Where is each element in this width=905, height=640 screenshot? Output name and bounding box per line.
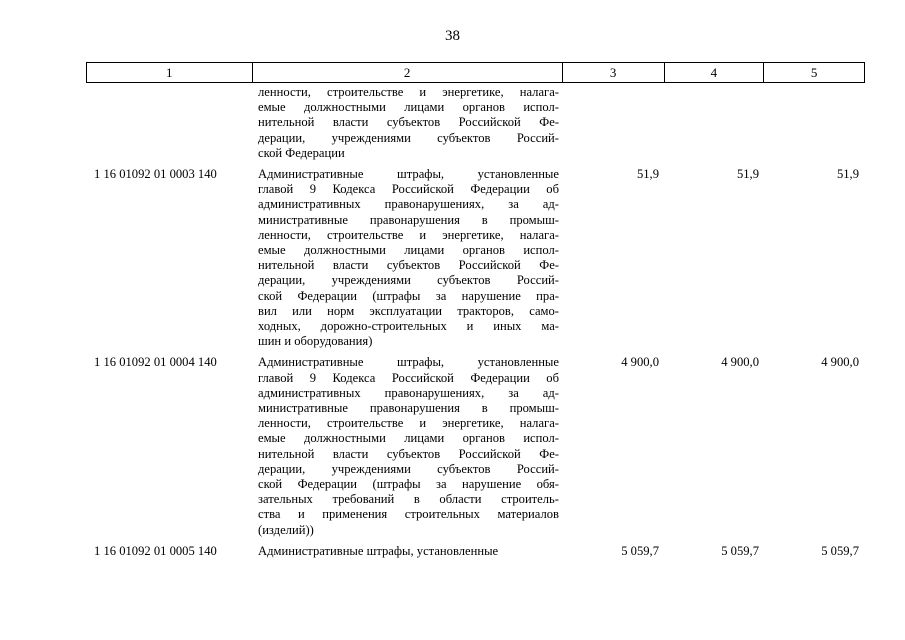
budget-code: 1 16 01092 01 0003 140 bbox=[94, 167, 217, 182]
amount-col-4: 4 900,0 bbox=[721, 355, 759, 370]
description-line: административных правонарушениях, за ад- bbox=[258, 197, 559, 212]
description bbox=[252, 544, 563, 559]
description-line: Административные штрафы, установленные bbox=[258, 543, 499, 558]
table-body bbox=[86, 85, 865, 559]
description-line: нительной власти субъектов Российской Фе- bbox=[258, 115, 559, 130]
description bbox=[252, 85, 563, 161]
budget-code bbox=[86, 85, 252, 161]
table-header bbox=[86, 62, 865, 83]
description-line: ленности, строительстве и энергетике, налага- bbox=[258, 85, 559, 99]
budget-code: 1 16 01092 01 0005 140 bbox=[94, 543, 217, 558]
description-line: шин и оборудования) bbox=[258, 334, 373, 349]
table-row bbox=[86, 355, 865, 537]
description-line: ходных, дорожно-строительных и иных ма- bbox=[258, 319, 559, 334]
header-col-4: 4 bbox=[665, 63, 765, 82]
amount-col-3 bbox=[563, 85, 665, 161]
description-line: емые должностными лицами органов испол- bbox=[258, 100, 559, 115]
description-line: дерации, учреждениями субъектов Россий- bbox=[258, 130, 559, 145]
amount-col-5: 51,9 bbox=[836, 167, 859, 182]
amount-col-3: 5 059,7 bbox=[621, 543, 659, 558]
description-line: нительной власти субъектов Российской Фе- bbox=[258, 258, 559, 273]
description bbox=[252, 355, 563, 537]
description-line: Административные штрафы, установленные bbox=[258, 167, 559, 182]
description-line: емые должностными лицами органов испол- bbox=[258, 431, 559, 446]
amount-col-4: 5 059,7 bbox=[721, 543, 759, 558]
amount-col-5: 4 900,0 bbox=[821, 355, 859, 370]
description-line: дерации, учреждениями субъектов Россий- bbox=[258, 273, 559, 288]
description-line: министративные правонарушения в промыш- bbox=[258, 401, 559, 416]
amount-col-4: 51,9 bbox=[736, 167, 759, 182]
description-line: ства и применения строительных материалов bbox=[258, 507, 559, 522]
header-col-2: 2 bbox=[253, 63, 563, 82]
header-col-5: 5 bbox=[810, 64, 818, 80]
amount-col-4 bbox=[665, 85, 765, 161]
table-row bbox=[86, 544, 865, 559]
table-row bbox=[86, 167, 865, 349]
header-col-3: 3 bbox=[563, 63, 665, 82]
amount-col-5: 5 059,7 bbox=[821, 543, 859, 558]
description bbox=[252, 167, 563, 349]
description-line: (изделий)) bbox=[258, 522, 314, 537]
description-line: ленности, строительстве и энергетике, налага- bbox=[258, 416, 559, 431]
description-line: министративные правонарушения в промыш- bbox=[258, 212, 559, 227]
amount-col-5 bbox=[765, 85, 865, 161]
description-line: ской Федерации (штрафы за нарушение пра- bbox=[258, 288, 559, 303]
table-row bbox=[86, 85, 865, 161]
description-line: административных правонарушениях, за ад- bbox=[258, 385, 559, 400]
description-line: Административные штрафы, установленные bbox=[258, 355, 559, 370]
description-line: зательных требований в области строитель- bbox=[258, 492, 559, 507]
amount-col-3: 51,9 bbox=[636, 167, 659, 182]
description-line: вил или норм эксплуатации тракторов, само- bbox=[258, 303, 559, 318]
description-line: главой 9 Кодекса Российской Федерации об bbox=[258, 182, 559, 197]
budget-code: 1 16 01092 01 0004 140 bbox=[94, 355, 217, 370]
description-line: ской Федерации bbox=[258, 145, 345, 160]
page-number: 38 bbox=[445, 28, 460, 44]
description-line: главой 9 Кодекса Российской Федерации об bbox=[258, 370, 559, 385]
description-line: ской Федерации (штрафы за нарушение обя- bbox=[258, 477, 559, 492]
description-line: емые должностными лицами органов испол- bbox=[258, 243, 559, 258]
description-line: дерации, учреждениями субъектов Россий- bbox=[258, 461, 559, 476]
description-line: нительной власти субъектов Российской Фе- bbox=[258, 446, 559, 461]
header-col-1: 1 bbox=[87, 63, 253, 82]
description-line: ленности, строительстве и энергетике, налага- bbox=[258, 227, 559, 242]
amount-col-3: 4 900,0 bbox=[621, 355, 659, 370]
